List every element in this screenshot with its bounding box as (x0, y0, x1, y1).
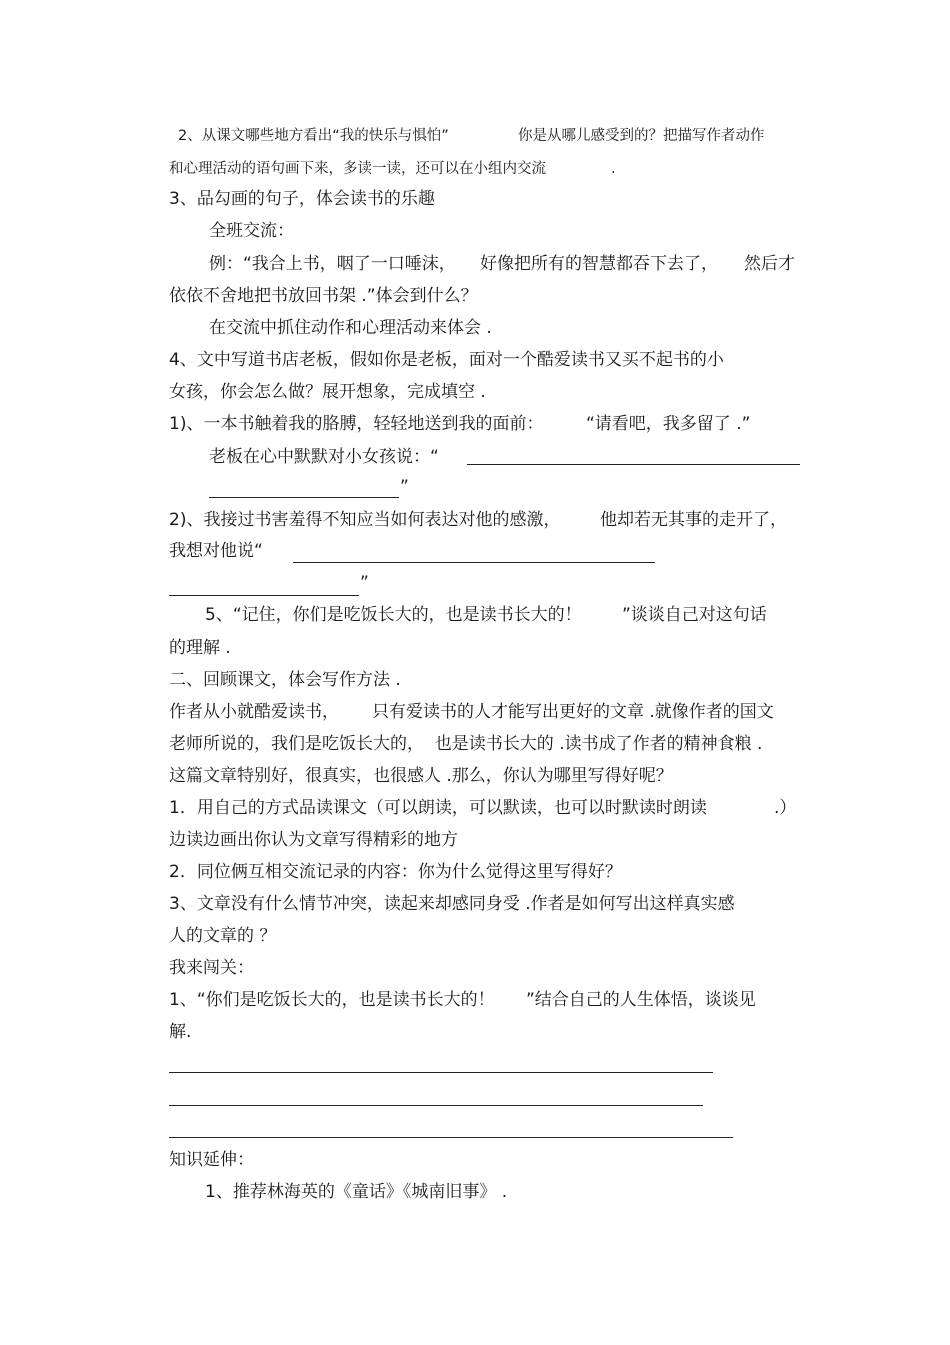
task-3-line-1: 3、文章没有什么情节冲突，读起来却感同身受 .作者是如何写出这样真实感 (169, 894, 735, 914)
challenge-heading: 我来闯关： (169, 958, 254, 978)
task-1-line-b: .） (774, 798, 797, 818)
answer-line-3[interactable] (169, 1137, 733, 1138)
task-1-line-a: 1．用自己的方式品读课文（可以朗读，可以默读，也可以时默读时朗读 (169, 798, 707, 818)
para-line-3: 这篇文章特别好，很真实，也很感人 .那么，你认为哪里写得好呢？ (169, 766, 673, 786)
question-4-line-1: 4、文中写道书店老板，假如你是老板，面对一个酷爱读书又买不起书的小 (169, 350, 724, 370)
para-line-1b: 只有爱读书的人才能写出更好的文章 .就像作者的国文 (372, 702, 774, 722)
question-5-line-b: ”谈谈自己对这句话 (622, 605, 767, 625)
closing-quote-1: ” (400, 477, 409, 497)
discussion-note: 在交流中抓住动作和心理活动来体会 . (209, 318, 492, 338)
question-3-title: 3、品勾画的句子，体会读书的乐趣 (169, 189, 435, 209)
sub-1-line-a: 1)、一本书触着我的胳膊，轻轻地送到我的面前： (169, 414, 544, 434)
sub-1-prompt: 老板在心中默默对小女孩说：“ (209, 447, 439, 467)
example-line-2: 依依不舍地把书放回书架 .”体会到什么？ (169, 286, 478, 306)
challenge-1-line-b: ”结合自己的人生体悟，谈谈见 (526, 990, 756, 1010)
answer-blank-2b[interactable] (169, 595, 359, 596)
question-2-line-1b: 你是从哪儿感受到的？把描写作者动作 (518, 128, 765, 144)
question-5-line-a: 5、“记住，你们是吃饭长大的，也是读书长大的！ (205, 605, 582, 625)
task-1-line-2: 边读边画出你认为文章写得精彩的地方 (169, 830, 458, 850)
extension-item-1: 1、推荐林海英的《童话》《城南旧事》 . (205, 1182, 508, 1202)
example-line-1b: 好像把所有的智慧都吞下去了， (480, 254, 718, 274)
sub-2-line-a: 2)、我接过书害羞得不知应当如何表达对他的感激， (169, 510, 561, 530)
sub-1-line-b: “请看吧，我多留了 .” (586, 414, 751, 434)
closing-quote-2: ” (360, 573, 369, 593)
sub-2-line-b: 他却若无其事的走开了， (600, 510, 787, 530)
challenge-1-line-2: 解. (169, 1022, 192, 1042)
answer-blank-2a[interactable] (293, 562, 655, 563)
answer-blank-1b[interactable] (209, 497, 399, 498)
question-2-line-1a: 2、从课文哪些地方看出“我的快乐与惧怕” (178, 128, 449, 144)
class-discussion-label: 全班交流： (209, 221, 294, 241)
task-2: 2．同位俩互相交流记录的内容：你为什么觉得这里写得好？ (169, 862, 622, 882)
example-line-1c: 然后才 (744, 254, 795, 274)
sub-2-prompt: 我想对他说“ (169, 541, 263, 561)
question-4-line-2: 女孩，你会怎么做？展开想象，完成填空 . (169, 382, 486, 402)
answer-blank-1a[interactable] (467, 464, 800, 465)
answer-line-2[interactable] (169, 1105, 703, 1106)
section-2-heading: 二、回顾课文，体会写作方法 . (169, 670, 401, 690)
question-2-line-2b: . (611, 161, 616, 177)
challenge-1-line-a: 1、“你们是吃饭长大的，也是读书长大的！ (169, 990, 495, 1010)
question-2-line-2a: 和心理活动的语句画下来，多读一读，还可以在小组内交流 (169, 161, 546, 177)
para-line-2: 老师所说的，我们是吃饭长大的， 也是读书长大的 .读书成了作者的精神食粮 . (169, 734, 763, 754)
question-5-line-2: 的理解 . (169, 638, 231, 658)
extension-heading: 知识延伸： (169, 1150, 254, 1170)
answer-line-1[interactable] (169, 1072, 713, 1073)
task-3-line-2: 人的文章的 ？ (169, 926, 277, 946)
example-line-1a: 例：“我合上书，咽了一口唾沫， (209, 254, 456, 274)
para-line-1a: 作者从小就酷爱读书， (169, 702, 339, 722)
